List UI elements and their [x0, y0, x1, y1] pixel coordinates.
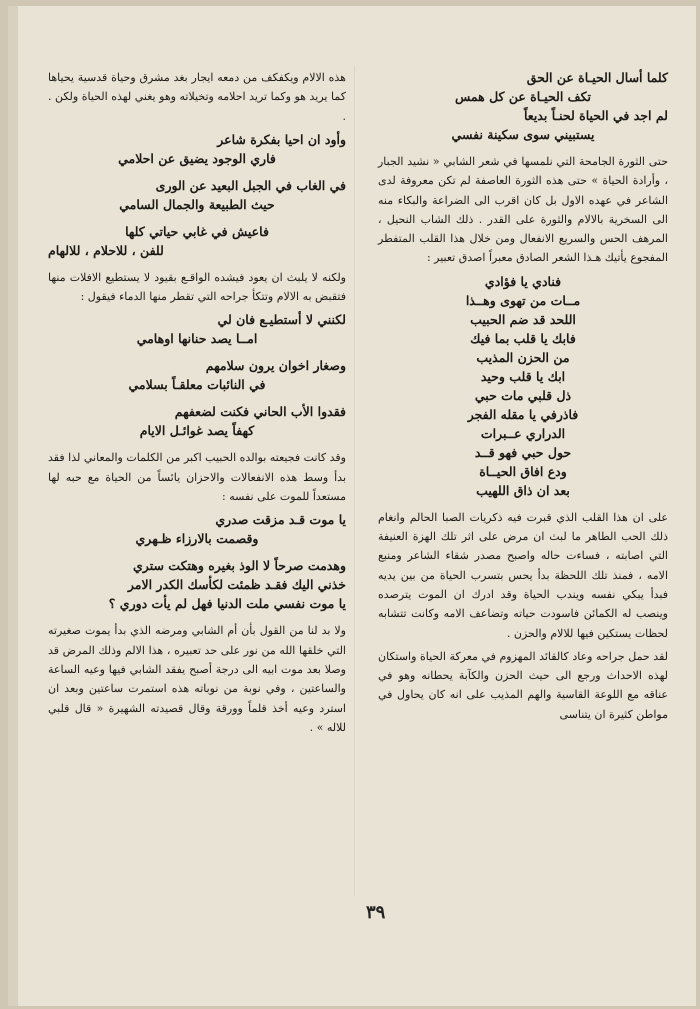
magazine-page [8, 6, 696, 1006]
prose-paragraph: ولا بد لنا من القول بأن أم الشابي ومرضه الذي بدأ يموت صغيرته التي خلقها الله من نور على حد تعبيره ، هذا الالم وذلك المرض قد وصلا بعد موت ابيه الى درجة أصبح يفقد الشابي فيها وعيه الساعة والساعتين ، وفي نوبة من نوباته هذه استمرت ساعتين وبعد ان استرد وعيه أخذ قلماً وورقة وقال قصيدته الشهيرة « قال قلبي للاله » . [48, 624, 346, 734]
poem-verse-line: فاري الوجود يضيق عن احلامي [118, 150, 276, 166]
poem-verse-line: لكنني لا أستطيـع فان لي [217, 312, 346, 328]
poem-verse-line: فابك يا قلب بما فيك [470, 330, 576, 346]
poem-verse-line: لم اجد في الحياة لحنـاً بديعاً [523, 108, 668, 123]
poem-verse-line: خذني اليك فقـد ظمئت لكأسك الكدر الامر [127, 577, 346, 593]
poem-verse-line: ودع افاق الحيــاة [479, 463, 567, 479]
poem-verse-line: تكف الحيـاة عن كل همس [454, 89, 592, 104]
prose-paragraph: هذه الالام ويكفكف من دمعه ايجار بغد مشرق وحياة قدسية يحياها كما يريد هو وكما تريد احلامه وتخيلاته وهو يغني لهذه الحياة ولكن . . [48, 71, 346, 123]
column-divider [354, 66, 355, 896]
page-number: ٣٩ [366, 902, 386, 923]
poem-verse-line: يا موت قـد مزقت صدري [215, 512, 346, 528]
poem-verse-line: للفن ، للاحلام ، للالهام [48, 242, 164, 258]
prose-paragraph: على ان هذا القلب الذي قبرت فيه ذكريات الصبا الحالم وانغام ذلك الحب الطاهر ما لبث ان مرض على اثر تلك الهزة العنيفة التي اصابته ، فساءت حاله واصبح مصدر شقاء الشاعر ومنبع الامه ، فمنذ تلك اللحظة بدأ يحس بتسرب الحياة من بين يديه فبدأ يبكي نفسه ويندب الحياة وقد ادرك ان الموت يترصده وينصب له الكمائن فاسودت حياته وتضاعف الامه وكانت تتشابه لحظات يستكين فيها للالام والحزن . [378, 510, 668, 640]
poem-verse-line: كلما أسال الحيـاة عن الحق [526, 70, 668, 85]
poem-verse-line: كهفاً يصد غوائـل الايام [139, 423, 255, 439]
poem-verse-line: اللحد قد ضم الحبيب [470, 311, 576, 327]
poem-verse-line: بعد ان ذاق اللهيب [476, 482, 570, 498]
poem-verse-line: في النائبات معلقـاً بسلامي [128, 377, 266, 393]
poem-verse-line: فقدوا الأب الحاني فكنت لضعفهم [174, 404, 346, 420]
prose-paragraph: لقد حمل جراحه وعاد كالقائد المهزوم في معركة الحياة واستكان لهذه الاحداث ورجع الى حيث الحزن والكآبة يحطانه وهو في عناقه مع اللوعة القاسية والهم المذيب على انه كان يحاول في مواطن كثيرة ان يتناسى [378, 649, 668, 721]
poem-verse-line: ابك يا قلب وحيد [480, 368, 566, 384]
poem-verse-line: فاعيش في غابي حياتي كلها [125, 223, 269, 239]
poem-verse-line: فنادي يا فؤادي [484, 273, 562, 289]
poem-verse-line: حيث الطبيعة والجمال السامي [119, 196, 275, 212]
poem-verse-line: مــات من تهوى وهــذا [465, 292, 581, 308]
poem-verse-line: يستبيني سوى سكينة نفسي [451, 127, 595, 142]
poem-verse-line: يا موت نفسي ملت الدنيا فهل لم يأت دوري ؟ [108, 596, 346, 612]
poem-verse-line: وقصمت بالارزاء ظـهري [135, 531, 259, 547]
poem-verse-line: وأود ان احيا بفكرة شاعر [217, 131, 346, 147]
right-column [378, 68, 668, 728]
poem-verse-line: فاذرفي يا مقله الفجر [467, 406, 579, 422]
poem-verse-line: وصغار اخوان يرون سلامهم [205, 358, 346, 374]
prose-paragraph: ولكنه لا يلبث ان يعود فيشده الواقـع بقيود لا يستطيع الافلات منها فتقبض به الالام وتتكأ جراحه التي تقطر منها الدماء فيقول : [48, 270, 346, 304]
prose-paragraph: حتى الثورة الجامحة التي نلمسها في شعر الشابي « نشيد الجبار ، وأرادة الحياة » حتى هذه الثورة العاصفة لم تكن معروفة لدى الشاعر في عهده الاول بل كان اقرب الى الضراعة والبكاء منه الى السخرية بالالام والثورة على القدر . ذلك الشاب النحيل ، المرهف الحس والسريع الانفعال ومن خلال هذا القلب المتفطر المفجوع يأتيك هـذا الشعر الصادق معبراً اصدق تعبير : [378, 155, 668, 265]
poem-verse-line: وهدمت صرحاً لا الوذ بغيره وهتكت ستري [133, 558, 346, 574]
poem-verse-line: من الحزن المذيب [476, 349, 570, 365]
poem-verse-line: الدراري عــبرات [480, 425, 566, 441]
poem-verse-line: امــا يصد حنانها اوهامي [136, 331, 258, 347]
prose-paragraph: وقد كانت فجيعته بوالده الحبيب اكبر من الكلمات والمعاني لذا فقد بدأ وسط هذه الانفعالات والاحزان يائساً من الحياة مع حبه لها مستعداً للموت على نفسه : [48, 451, 346, 504]
poem-verse-line: حول حبي فهو قــد [474, 444, 572, 460]
left-column [48, 68, 346, 741]
poem-verse-line: ذل قلبي مات حبي [474, 387, 572, 403]
poem-verse-line: في الغاب في الجبل البعيد عن الورى [155, 177, 346, 193]
